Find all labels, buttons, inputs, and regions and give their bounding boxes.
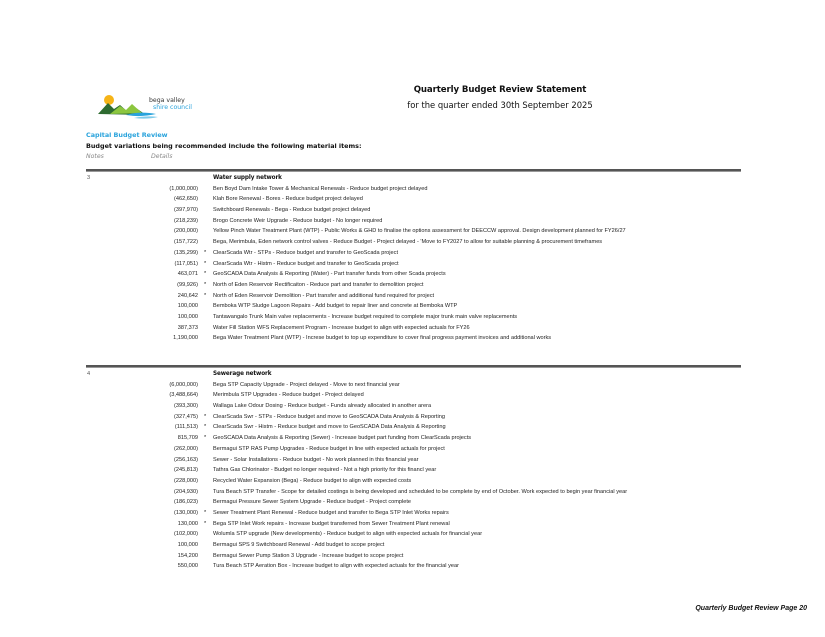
variation-detail: Water Fill Station WFS Replacement Program - Increase budget to align with expected actuals for FY26 xyxy=(213,324,470,331)
variation-detail: Bega Water Treatment Plant (WTP) - Increse budget to top up expenditure to cover final progress payment invoices and additional works xyxy=(213,335,552,342)
variation-amount: 154,200 xyxy=(177,552,198,559)
variation-amount: (1,000,000) xyxy=(169,185,198,192)
variation-detail: Wallaga Lake Odour Dosing - Reduce budget - Funds already allocated in another arera xyxy=(213,403,432,410)
group-divider xyxy=(86,169,741,172)
variation-amount: 815,709 xyxy=(177,435,198,442)
budget-line-item xyxy=(86,259,741,270)
variation-amount: (228,000) xyxy=(174,477,198,484)
group-heading-row xyxy=(86,173,741,184)
budget-line-item xyxy=(86,444,741,455)
report-subtitle: for the quarter ended 30th September 2025 xyxy=(407,100,593,110)
council-logo xyxy=(96,88,196,124)
variation-detail: ClearScada Wtr - STPs - Reduce budget and transfer to GeoScada project xyxy=(213,249,398,256)
budget-line-item xyxy=(86,280,741,291)
variation-amount: (135,299) xyxy=(174,249,198,256)
budget-line-item xyxy=(86,390,741,401)
variation-detail: ClearScada Swr - STPs - Reduce budget and move to GeoSCADA Data Analysis & Reporting xyxy=(213,413,445,420)
budget-line-item xyxy=(86,497,741,508)
budget-line-item xyxy=(86,401,741,412)
group-heading-row xyxy=(86,369,741,380)
logo-mountains-icon xyxy=(96,88,196,124)
variation-amount: (218,239) xyxy=(174,217,198,224)
transfer-marker: * xyxy=(204,413,207,420)
variation-detail: Tura Beach STP Transfer - Scope for detailed costings is being developed and scheduled to be complete by end of October. Work expected to begin year financial year xyxy=(213,488,628,495)
budget-line-item xyxy=(86,476,741,487)
page-footer: Quarterly Budget Review Page 20 xyxy=(695,605,807,612)
variation-amount: (245,813) xyxy=(174,467,198,474)
logo-line1: bega valley xyxy=(149,97,185,104)
column-header-details: Details xyxy=(151,153,173,160)
variation-detail: Wolumla STP upgrade (New developments) - Reduce budget to align with expected actuals for financial year xyxy=(213,531,483,538)
transfer-marker: * xyxy=(204,509,207,516)
budget-line-item xyxy=(86,333,741,344)
variation-detail: ClearScada Wtr - Histm - Reduce budget and transfer to GeoScada project xyxy=(213,260,399,267)
variation-amount: (102,000) xyxy=(174,531,198,538)
variation-detail: Bermagui STP RAS Pump Upgrades - Reduce budget in line with expected actuals for project xyxy=(213,445,445,452)
budget-line-item xyxy=(86,422,741,433)
variation-amount: 240,642 xyxy=(177,292,198,299)
variation-detail: Bega, Merimbula, Eden network control valves - Reduce Budget - Project delayed - 'Move to FY2027 to allow for suitable planning & procurement timeframes xyxy=(213,239,603,246)
variation-detail: Merimbula STP Upgrades - Reduce budget - Project delayed xyxy=(213,392,364,399)
variation-amount: (327,475) xyxy=(174,413,198,420)
report-title: Quarterly Budget Review Statement xyxy=(413,85,587,95)
budget-line-item xyxy=(86,380,741,391)
variation-amount: (256,163) xyxy=(174,456,198,463)
variation-detail: North of Eden Reservoir Rectificaiton - Reduce part and transfer to demolition project xyxy=(213,281,424,288)
note-number: 4 xyxy=(87,371,91,377)
budget-group-water xyxy=(86,169,741,344)
variation-amount: (200,000) xyxy=(174,228,198,235)
budget-line-item xyxy=(86,216,741,227)
budget-line-item xyxy=(86,226,741,237)
variation-detail: Bemboka WTP Sludge Lagoon Repairs - Add budget to repair liner and concrete at Bemboka WTP xyxy=(213,303,458,310)
variation-amount: (393,300) xyxy=(174,403,198,410)
budget-line-item xyxy=(86,508,741,519)
variation-detail: Bermagui Pressure Sewer System Upgrade - Reduce budget - Project complete xyxy=(213,499,412,506)
budget-line-item xyxy=(86,529,741,540)
budget-line-item xyxy=(86,433,741,444)
section-title: Capital Budget Review xyxy=(86,131,168,139)
budget-line-item xyxy=(86,312,741,323)
variation-detail: Bega STP Inlet Work repairs - Increase budget transferred from Sewer Treatment Plant renewal xyxy=(213,520,450,527)
budget-line-item xyxy=(86,205,741,216)
variation-amount: (462,650) xyxy=(174,196,198,203)
variation-amount: 100,000 xyxy=(177,303,198,310)
variation-detail: Bega STP Capacity Upgrade - Project delayed - Move to next financial year xyxy=(213,381,400,388)
note-number: 3 xyxy=(87,175,91,181)
variation-amount: 463,071 xyxy=(177,271,198,278)
variation-amount: (397,970) xyxy=(174,207,198,214)
variation-detail: Tathra Gas Chlorinator - Budget no longer required - Not a high priority for this financl year xyxy=(213,467,437,474)
variation-detail: Switchboard Renewals - Bega - Reduce budget project delayed xyxy=(213,207,371,214)
variation-amount: (111,513) xyxy=(174,424,198,431)
budget-line-item xyxy=(86,323,741,334)
budget-line-item xyxy=(86,184,741,195)
group-heading: Water supply network xyxy=(213,175,282,181)
variation-detail: GeoSCADA Data Analysis & Reporting (Water) - Part transfer funds from other Scada projects xyxy=(213,271,446,278)
variation-detail: GeoSCADA Data Analysis & Reporting (Sewer) - Increase budget part funding from ClearScada projects xyxy=(213,435,472,442)
variation-detail: Ben Boyd Dam Intake Tower & Mechanical Renewals - Reduce budget project delayed xyxy=(213,185,428,192)
group-divider xyxy=(86,365,741,368)
budget-line-item xyxy=(86,455,741,466)
budget-line-item xyxy=(86,412,741,423)
column-header-notes: Notes xyxy=(86,153,104,160)
transfer-marker: * xyxy=(204,271,207,278)
variation-detail: North of Eden Reservoir Demolition - Part transfer and additional fund required for project xyxy=(213,292,435,299)
variation-detail: Tura Beach STP Aeration Box - Increase budget to align with expected actuals for the financial year xyxy=(213,563,459,570)
variation-amount: (204,930) xyxy=(174,488,198,495)
transfer-marker: * xyxy=(204,435,207,442)
variation-amount: (130,000) xyxy=(174,509,198,516)
variation-amount: 130,000 xyxy=(177,520,198,527)
variation-amount: 387,373 xyxy=(177,324,198,331)
transfer-marker: * xyxy=(204,292,207,299)
budget-line-item xyxy=(86,269,741,280)
budget-line-item xyxy=(86,540,741,551)
variation-detail: Sewer - Solar Installations - Reduce budget - No work planned in this financial year xyxy=(213,456,419,463)
transfer-marker: * xyxy=(204,249,207,256)
variation-detail: Klah Bore Renewal - Bores - Reduce budget project delayed xyxy=(213,196,363,203)
variation-amount: 100,000 xyxy=(177,313,198,320)
variation-detail: Bermagui Sewer Pump Station 3 Upgrade - Increase budget to scope project xyxy=(213,552,404,559)
variation-amount: (3,488,664) xyxy=(169,392,198,399)
variation-detail: Tantawangalo Trunk Main valve replacements - Increase budget required to complete major trunk main valve replacements xyxy=(213,313,518,320)
transfer-marker: * xyxy=(204,424,207,431)
budget-line-item xyxy=(86,301,741,312)
variation-amount: 100,000 xyxy=(177,542,198,548)
transfer-marker: * xyxy=(204,520,207,527)
variation-amount: (262,000) xyxy=(174,445,198,452)
variation-detail: Recycled Water Expansion (Bega) - Reduce budget to align with expected costs xyxy=(213,477,412,484)
budget-line-item xyxy=(86,551,741,562)
budget-line-item xyxy=(86,194,741,205)
variation-detail: ClearScada Swr - Histm - Reduce budget and move to GeoSCADA Data Analysis & Reporting xyxy=(213,424,446,431)
variation-amount: 1,190,000 xyxy=(173,335,198,342)
budget-line-item xyxy=(86,465,741,476)
variation-amount: (99,926) xyxy=(177,281,198,288)
variation-amount: (157,722) xyxy=(174,239,198,246)
variation-detail: Bermagui SPS 9 Switchboard Renewal - Add budget to scope project xyxy=(213,542,385,548)
budget-line-item xyxy=(86,237,741,248)
report-header xyxy=(340,85,660,110)
budget-line-item xyxy=(86,561,741,572)
logo-line2: shire council xyxy=(153,104,192,111)
budget-line-item xyxy=(86,291,741,302)
budget-group-sewer xyxy=(86,365,741,572)
intro-text: Budget variations being recommended include the following material items: xyxy=(86,142,362,150)
variation-detail: Brogo Concrete Weir Upgrade - Reduce budget - No longer required xyxy=(213,217,383,224)
variation-detail: Sewer Treatment Plant Renewal - Reduce budget and transfer to Bega STP Inlet Works repairs xyxy=(213,509,449,516)
variation-amount: (186,023) xyxy=(174,499,198,506)
transfer-marker: * xyxy=(204,281,207,288)
variation-detail: Yellow Pinch Water Treatment Plant (WTP) - Public Works & GHD to finalise the options assessment for DEECCW approval. Design development planned for FY26/27 xyxy=(213,228,626,235)
variation-amount: 550,000 xyxy=(177,563,198,570)
budget-line-item xyxy=(86,519,741,530)
budget-line-item xyxy=(86,487,741,498)
variation-amount: (117,051) xyxy=(174,260,198,267)
variation-amount: (6,000,000) xyxy=(169,381,198,388)
transfer-marker: * xyxy=(204,260,207,267)
budget-line-item xyxy=(86,248,741,259)
group-heading: Sewerage network xyxy=(213,371,272,377)
